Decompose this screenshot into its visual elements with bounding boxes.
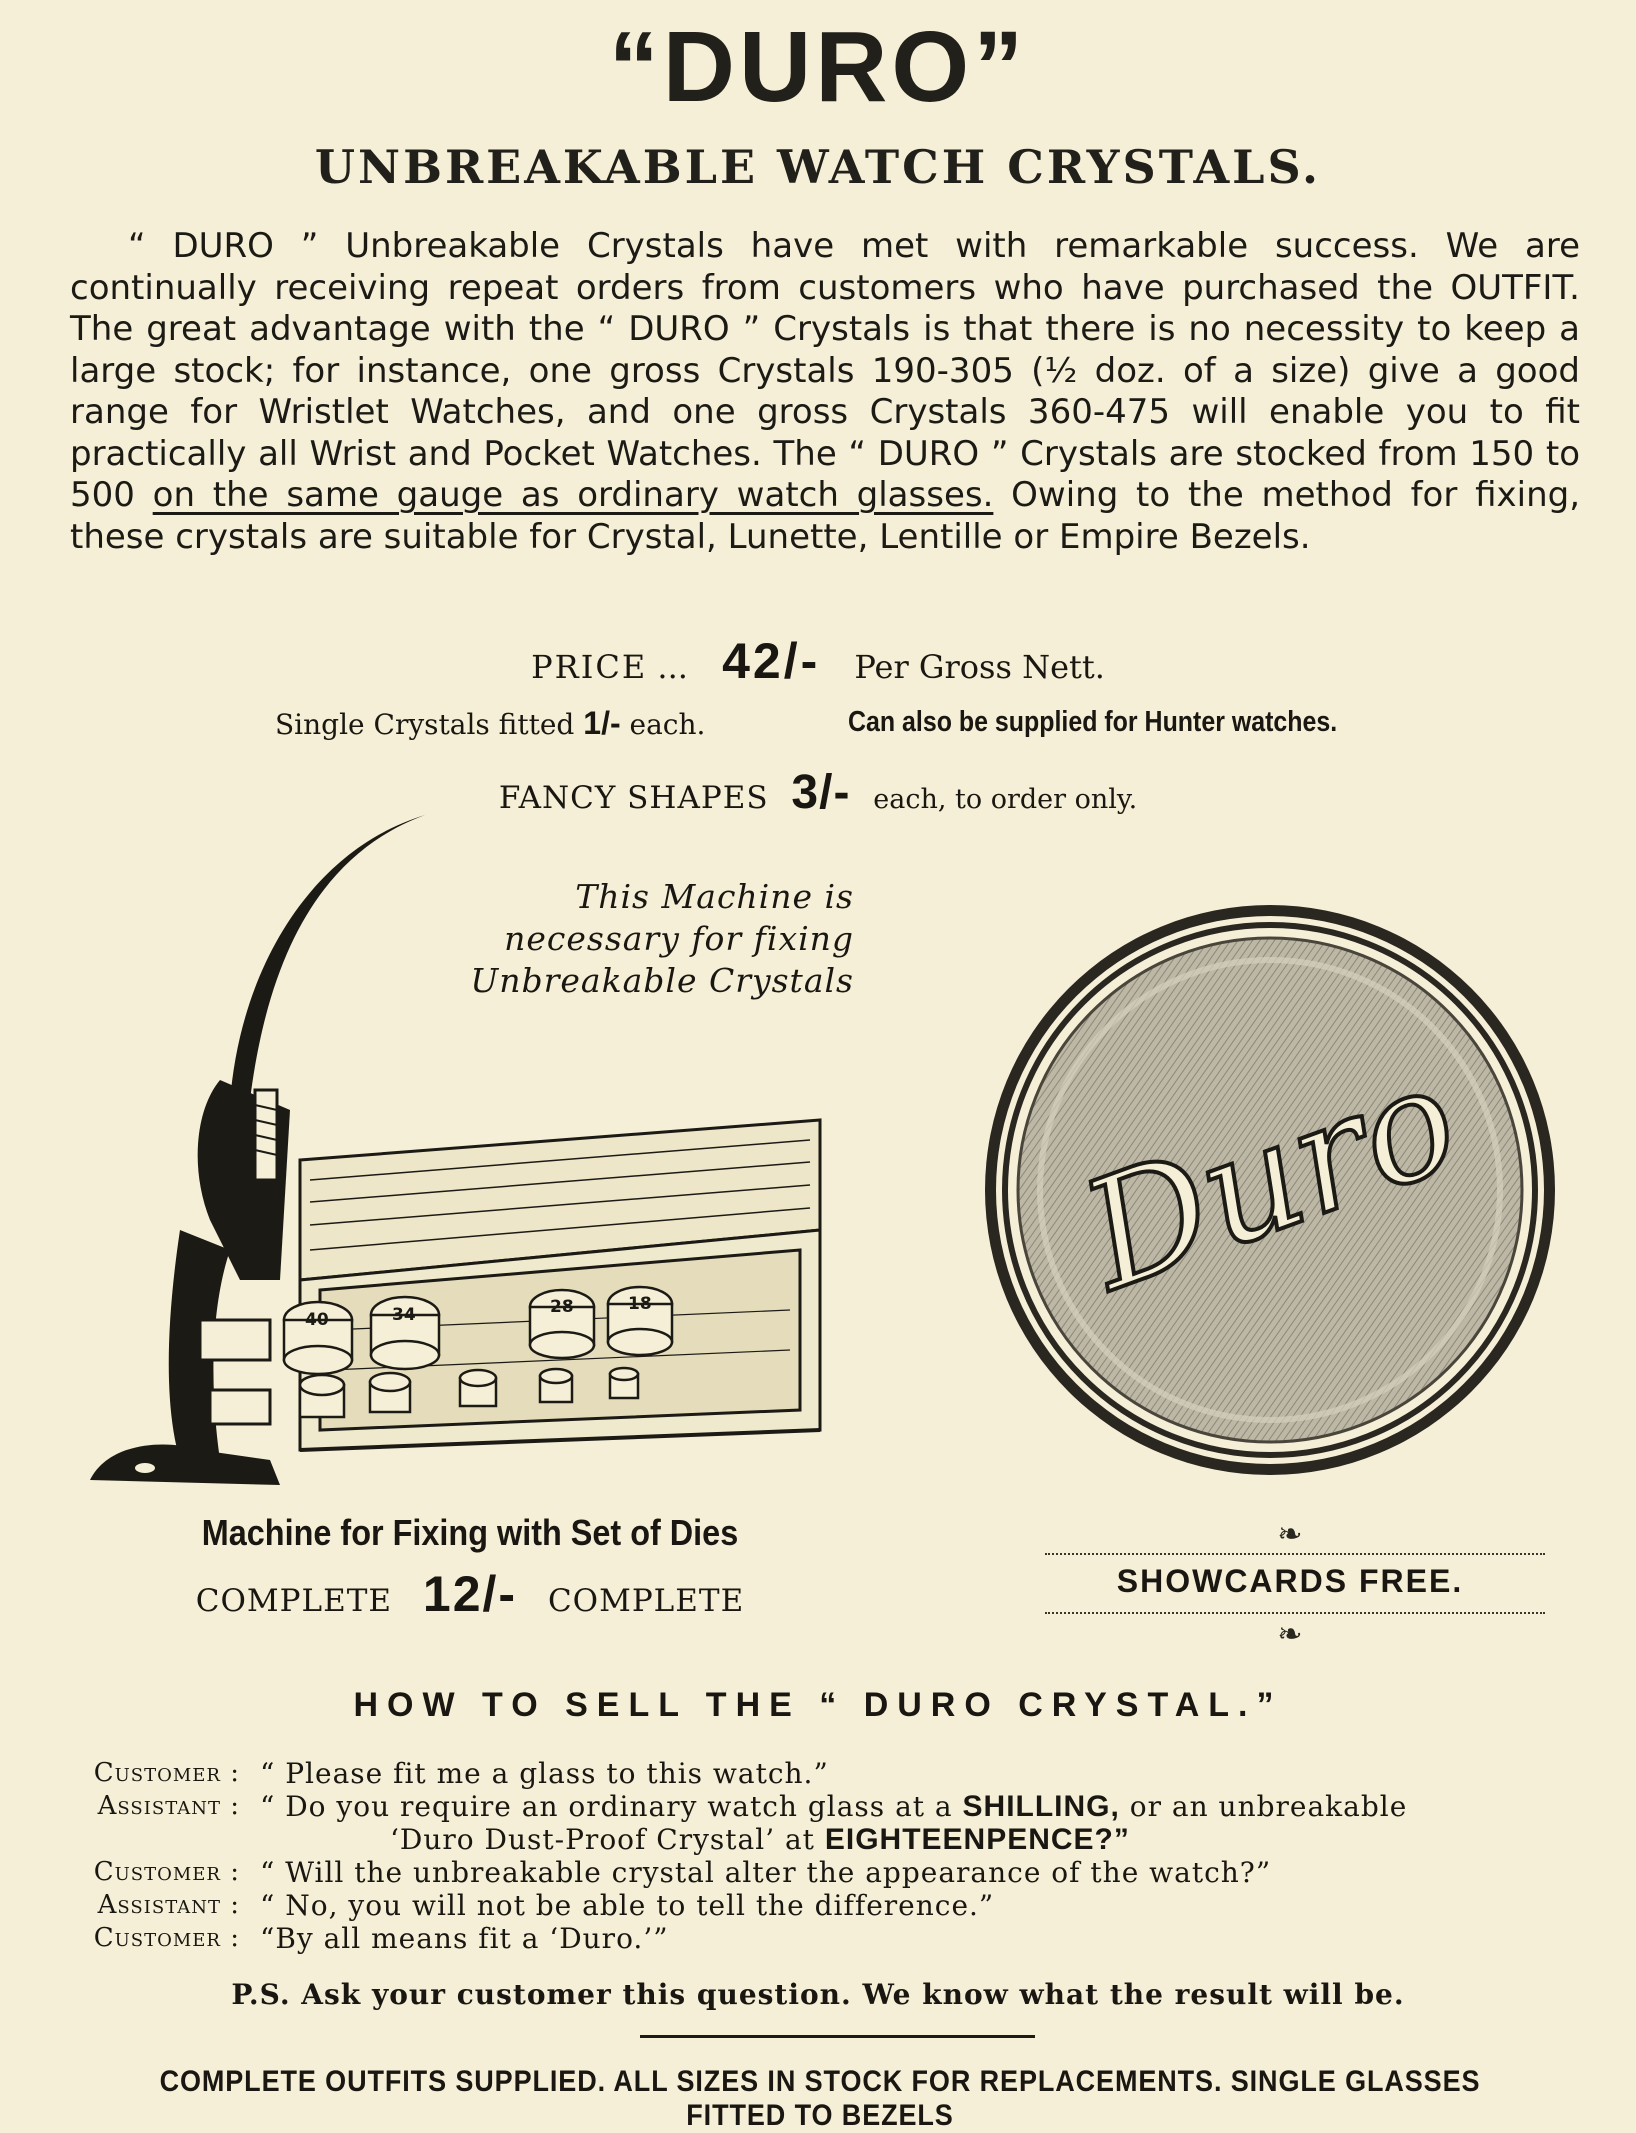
hunter-note: Can also be supplied for Hunter watches. [848, 706, 1338, 738]
speech-text: “ No, you will not be able to tell the difference.” [260, 1889, 995, 1922]
ps-note: P.S. Ask your customer this question. We know what the result will be. [231, 1978, 1405, 2011]
showcards-note: SHOWCARDS FREE. [1116, 1563, 1464, 1599]
price-unit: Per Gross Nett. [854, 648, 1105, 686]
single-crystal-line [275, 705, 705, 742]
speech-text: “ Please fit me a glass to this watch.” [260, 1757, 829, 1790]
dialogue-row [60, 1856, 1580, 1889]
price-dots: ... [657, 648, 688, 686]
speaker-label: Assistant : [97, 1890, 240, 1920]
speech-emphasis: EIGHTEENPENCE?” [824, 1823, 1130, 1856]
machine-price-before: COMPLETE [195, 1583, 393, 1619]
how-to-sell-heading: HOW TO SELL THE “ DURO CRYSTAL.” [353, 1686, 1283, 1724]
speech-text: “ Will the unbreakable crystal alter the appearance of the watch?” [260, 1856, 1272, 1889]
emblem-wordmark: Duro [1063, 1031, 1479, 1325]
sales-dialogue [60, 1757, 1580, 1955]
speaker-label: Customer : [93, 1857, 240, 1887]
speech-text [260, 1790, 1407, 1823]
machine-note-line: necessary for fixing [504, 919, 854, 958]
machine-note [420, 876, 854, 1002]
die-label: 34 [392, 1305, 416, 1325]
dialogue-row [60, 1922, 1580, 1955]
machine-caption: Machine for Fixing with Set of Dies [201, 1512, 739, 1553]
price-amount: 42/- [722, 633, 821, 689]
footer-note: COMPLETE OUTFITS SUPPLIED. ALL SIZES IN STOCK FOR REPLACEMENTS. SINGLE GLASSES FITTED TO BEZELS [159, 2065, 1481, 2132]
speech-text: “By all means fit a ‘Duro.’” [260, 1922, 669, 1955]
single-text-before: Single Crystals fitted [275, 708, 575, 741]
dialogue-row [60, 1790, 1580, 1823]
die-label: 40 [305, 1310, 329, 1330]
speaker-label: Assistant : [97, 1791, 240, 1821]
speaker-label: Customer : [93, 1758, 240, 1788]
machine-note-line: This Machine is [575, 877, 854, 916]
machine-price-amount: 12/- [422, 1566, 518, 1622]
dotted-rule [1045, 1553, 1545, 1555]
subtitle: UNBREAKABLE WATCH CRYSTALS. [314, 140, 1322, 194]
speech-emphasis: SHILLING, [962, 1790, 1120, 1823]
machine-price-after: COMPLETE [547, 1583, 745, 1619]
intro-text-2: Owing to the method for fixing, these crystals are suitable for Crystal, Lunette, Lentille or Empire Bezels. [70, 475, 1581, 557]
speech-part: “ Do you require an ordinary watch glass at a [260, 1790, 963, 1823]
dotted-rule [1045, 1612, 1545, 1614]
brand-title: “DURO” [608, 11, 1028, 123]
fancy-label: FANCY SHAPES [498, 780, 769, 816]
intro-text-1: “ DURO ” Unbreakable Crystals have met with remarkable success. We are continually receiving repeat orders from customers who have purchased the OUTFIT. The great advantage with the “ DURO ” Crystals is that there is no necessity to keep a large stock; for instance, one gross Crystals 190-305 (½ doz. of a size) give a good range for Wristlet Watches, and one gross Crystals 360-475 will enable you to fit practically all Wrist and Pocket Watches. The “ DURO ” Crystals are stocked from 150 to 500 [70, 226, 1580, 515]
machine-note-line: Unbreakable Crystals [470, 961, 854, 1000]
die-label: 18 [628, 1294, 652, 1314]
speaker-label: Customer : [93, 1923, 240, 1953]
dialogue-row [60, 1823, 1580, 1856]
fleuron-ornament: ❧ [1277, 1517, 1303, 1552]
dialogue-row [60, 1889, 1580, 1922]
fancy-amount: 3/- [791, 766, 851, 819]
price-label: PRICE [531, 648, 648, 686]
price-line [0, 632, 1636, 690]
single-amount: 1/- [583, 705, 621, 741]
die-label: 28 [550, 1297, 574, 1317]
speech-part: or an unbreakable [1119, 1790, 1408, 1823]
intro-paragraph [70, 226, 1580, 558]
speech-part: ‘Duro Dust-Proof Crystal’ at [390, 1823, 825, 1856]
divider-rule [640, 2035, 1035, 2038]
fancy-note: each, to order only. [873, 784, 1138, 815]
dialogue-row [60, 1757, 1580, 1790]
speech-text [390, 1823, 1130, 1856]
fleuron-ornament: ❧ [1277, 1617, 1303, 1652]
duro-emblem [980, 900, 1560, 1480]
intro-underlined-text: on the same gauge as ordinary watch glasses. [152, 475, 994, 515]
single-text-after: each. [629, 708, 706, 741]
machine-price-line [150, 1565, 790, 1623]
